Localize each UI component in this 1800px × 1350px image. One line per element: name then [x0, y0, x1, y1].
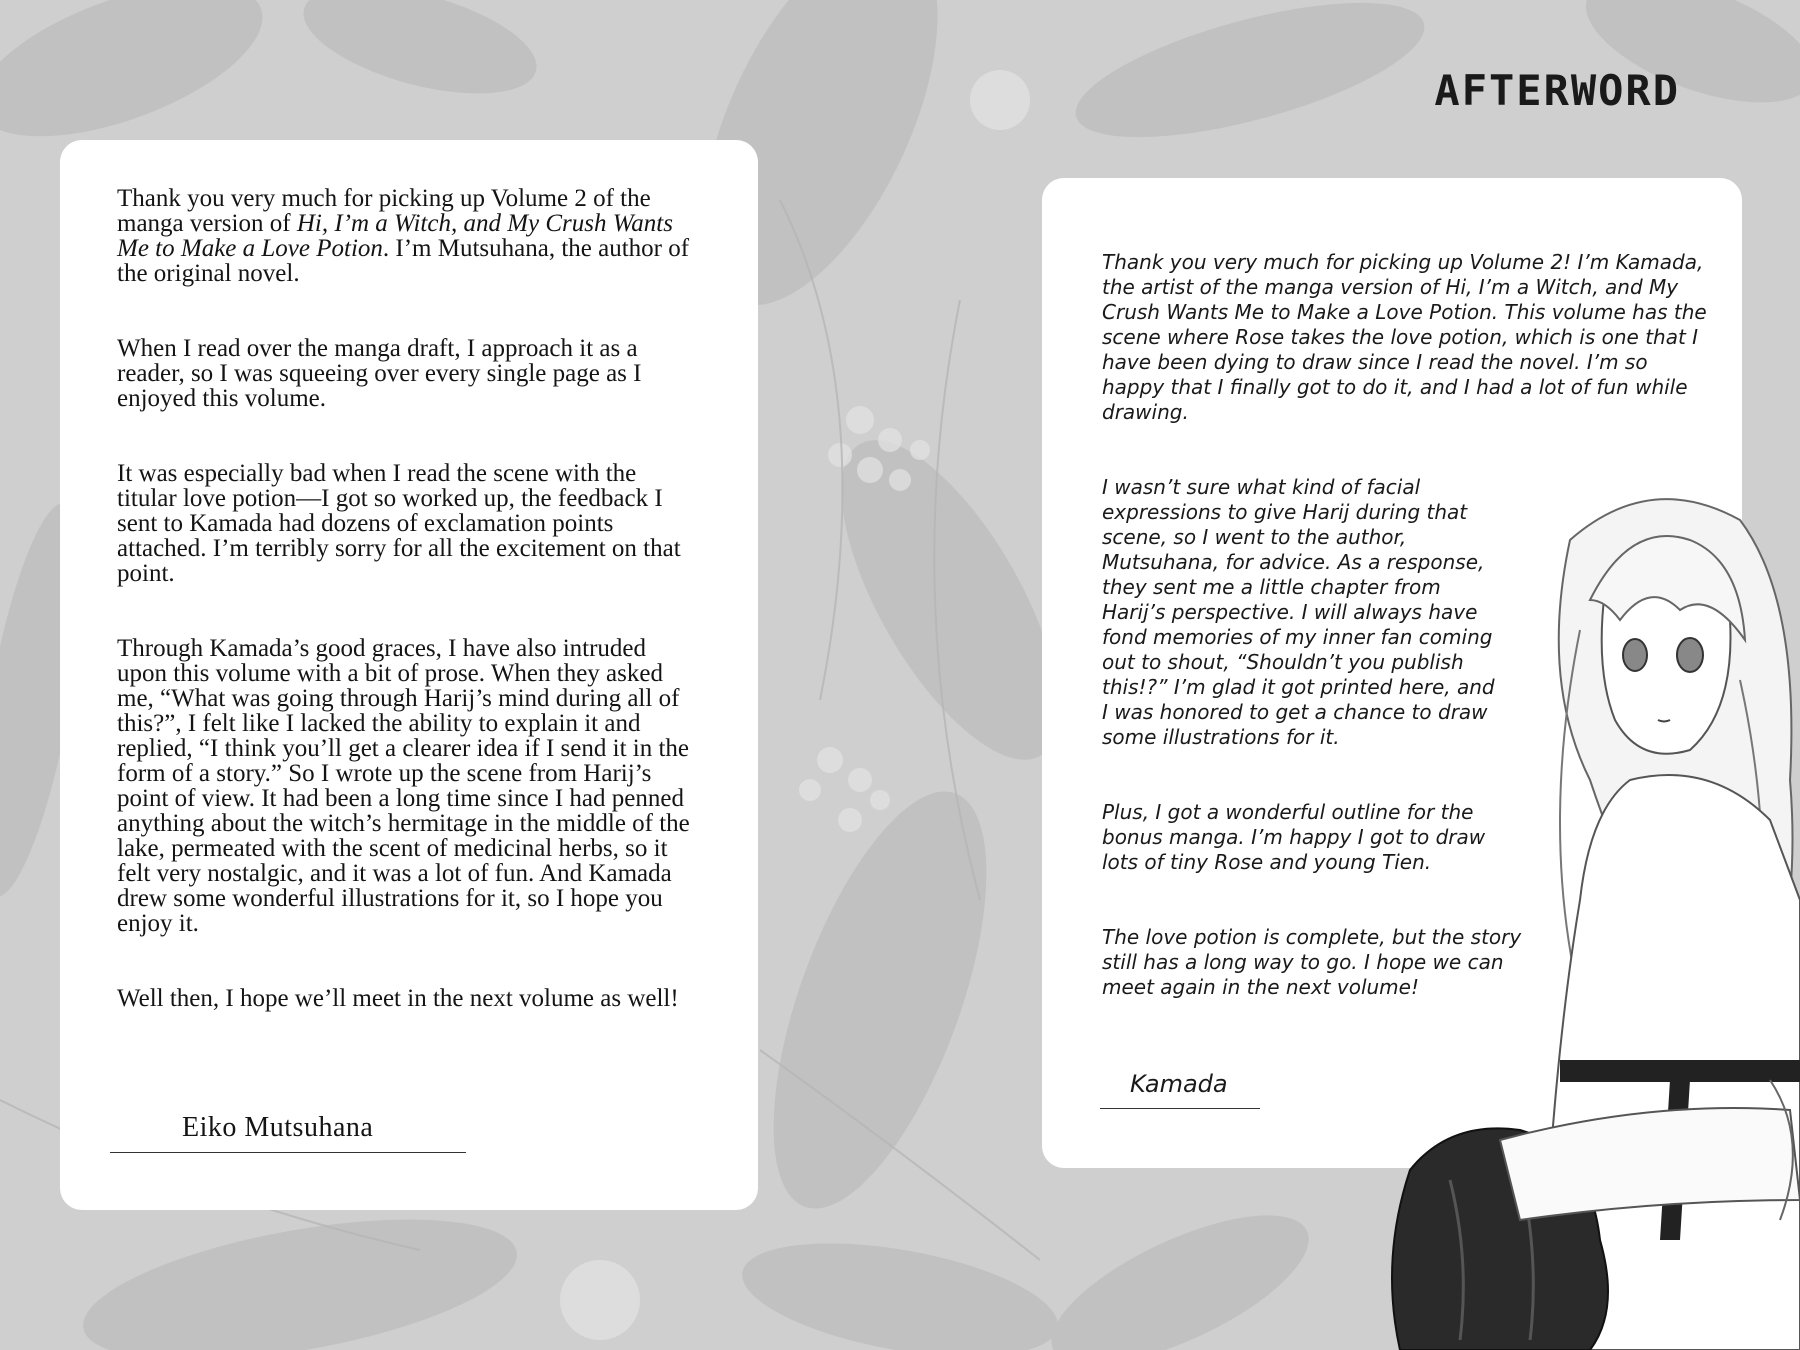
artist-signature: Kamada [1130, 1070, 1228, 1098]
artist-paragraph-4: The love potion is complete, but the story still has a long way to go. I hope we can meet again in the next volume! [1102, 925, 1522, 999]
author-paragraph-4: Through Kamada’s good graces, I have also intruded upon this volume with a bit of prose. When they asked me, “What was going through Harij’s mind during all of this?”, I felt like I lacked the ability to explain it and replied, “I think you’ll get a clearer idea if I send it in the form of a story.” So I wrote up the scene from Harij’s point of view. It had been a long time since I had penned anything about the witch’s hermitage in the middle of the lake, permeated with the scent of medicinal herbs, so it felt very nostalgic, and it was a lot of fun. And Kamada drew some wonderful illustrations for it, so I hope you enjoy it. [117, 635, 690, 937]
artist-paragraph-3: Plus, I got a wonderful outline for the bonus manga. I’m happy I got to draw lots of tiny Rose and young Tien. [1102, 800, 1486, 874]
book-title: Hi, I’m a Witch, and My Crush Wants Me to Make a Love Potion [117, 210, 673, 262]
author-paragraph-5: Well then, I hope we’ll meet in the next volume as well! [117, 985, 679, 1012]
character-illustration [1390, 480, 1800, 1350]
author-paragraph-3: It was especially bad when I read the scene with the titular love potion—I got so worked up, the feedback I sent to Kamada had dozens of exclamation points attached. I’m terribly sorry for all the excitement on that point. [117, 460, 681, 587]
author-paragraph-1-intro: Thank you very much for picking up Volume 2 of the manga version of [117, 185, 651, 237]
artist-paragraph-2: I wasn’t sure what kind of facial expressions to give Harij during that scene, so I went to the author, Mutsuhana, for advice. As a response, they sent me a little chapter from Harij’s perspective. I will always have fond memories of my inner fan coming out to shout, “Shouldn’t you publish this!?” I’m glad it got printed here, and I was honored to get a chance to draw some illustrations for it. [1102, 475, 1495, 749]
author-paragraph-1 [117, 186, 702, 286]
author-afterword-card [60, 140, 758, 1210]
author-paragraph-1-outro: . I’m Mutsuhana, the author of the original novel. [117, 235, 690, 287]
author-paragraph-2: When I read over the manga draft, I approach it as a reader, so I was squeeing over every single page as I enjoyed this volume. [117, 335, 642, 412]
page-title: AFTERWORD [1434, 66, 1680, 115]
author-signature: Eiko Mutsuhana [182, 1112, 374, 1143]
artist-signature-line [1100, 1062, 1260, 1109]
author-signature-line [110, 1112, 466, 1153]
artist-paragraph-1: Thank you very much for picking up Volume 2! I’m Kamada, the artist of the manga version of Hi, I’m a Witch, and My Crush Wants Me to Make a Love Potion. This volume has the scene where Rose takes the love potion, which is one that I have been dying to draw since I read the novel. I’m so happy that I finally got to do it, and I had a lot of fun while drawing. [1102, 250, 1707, 424]
